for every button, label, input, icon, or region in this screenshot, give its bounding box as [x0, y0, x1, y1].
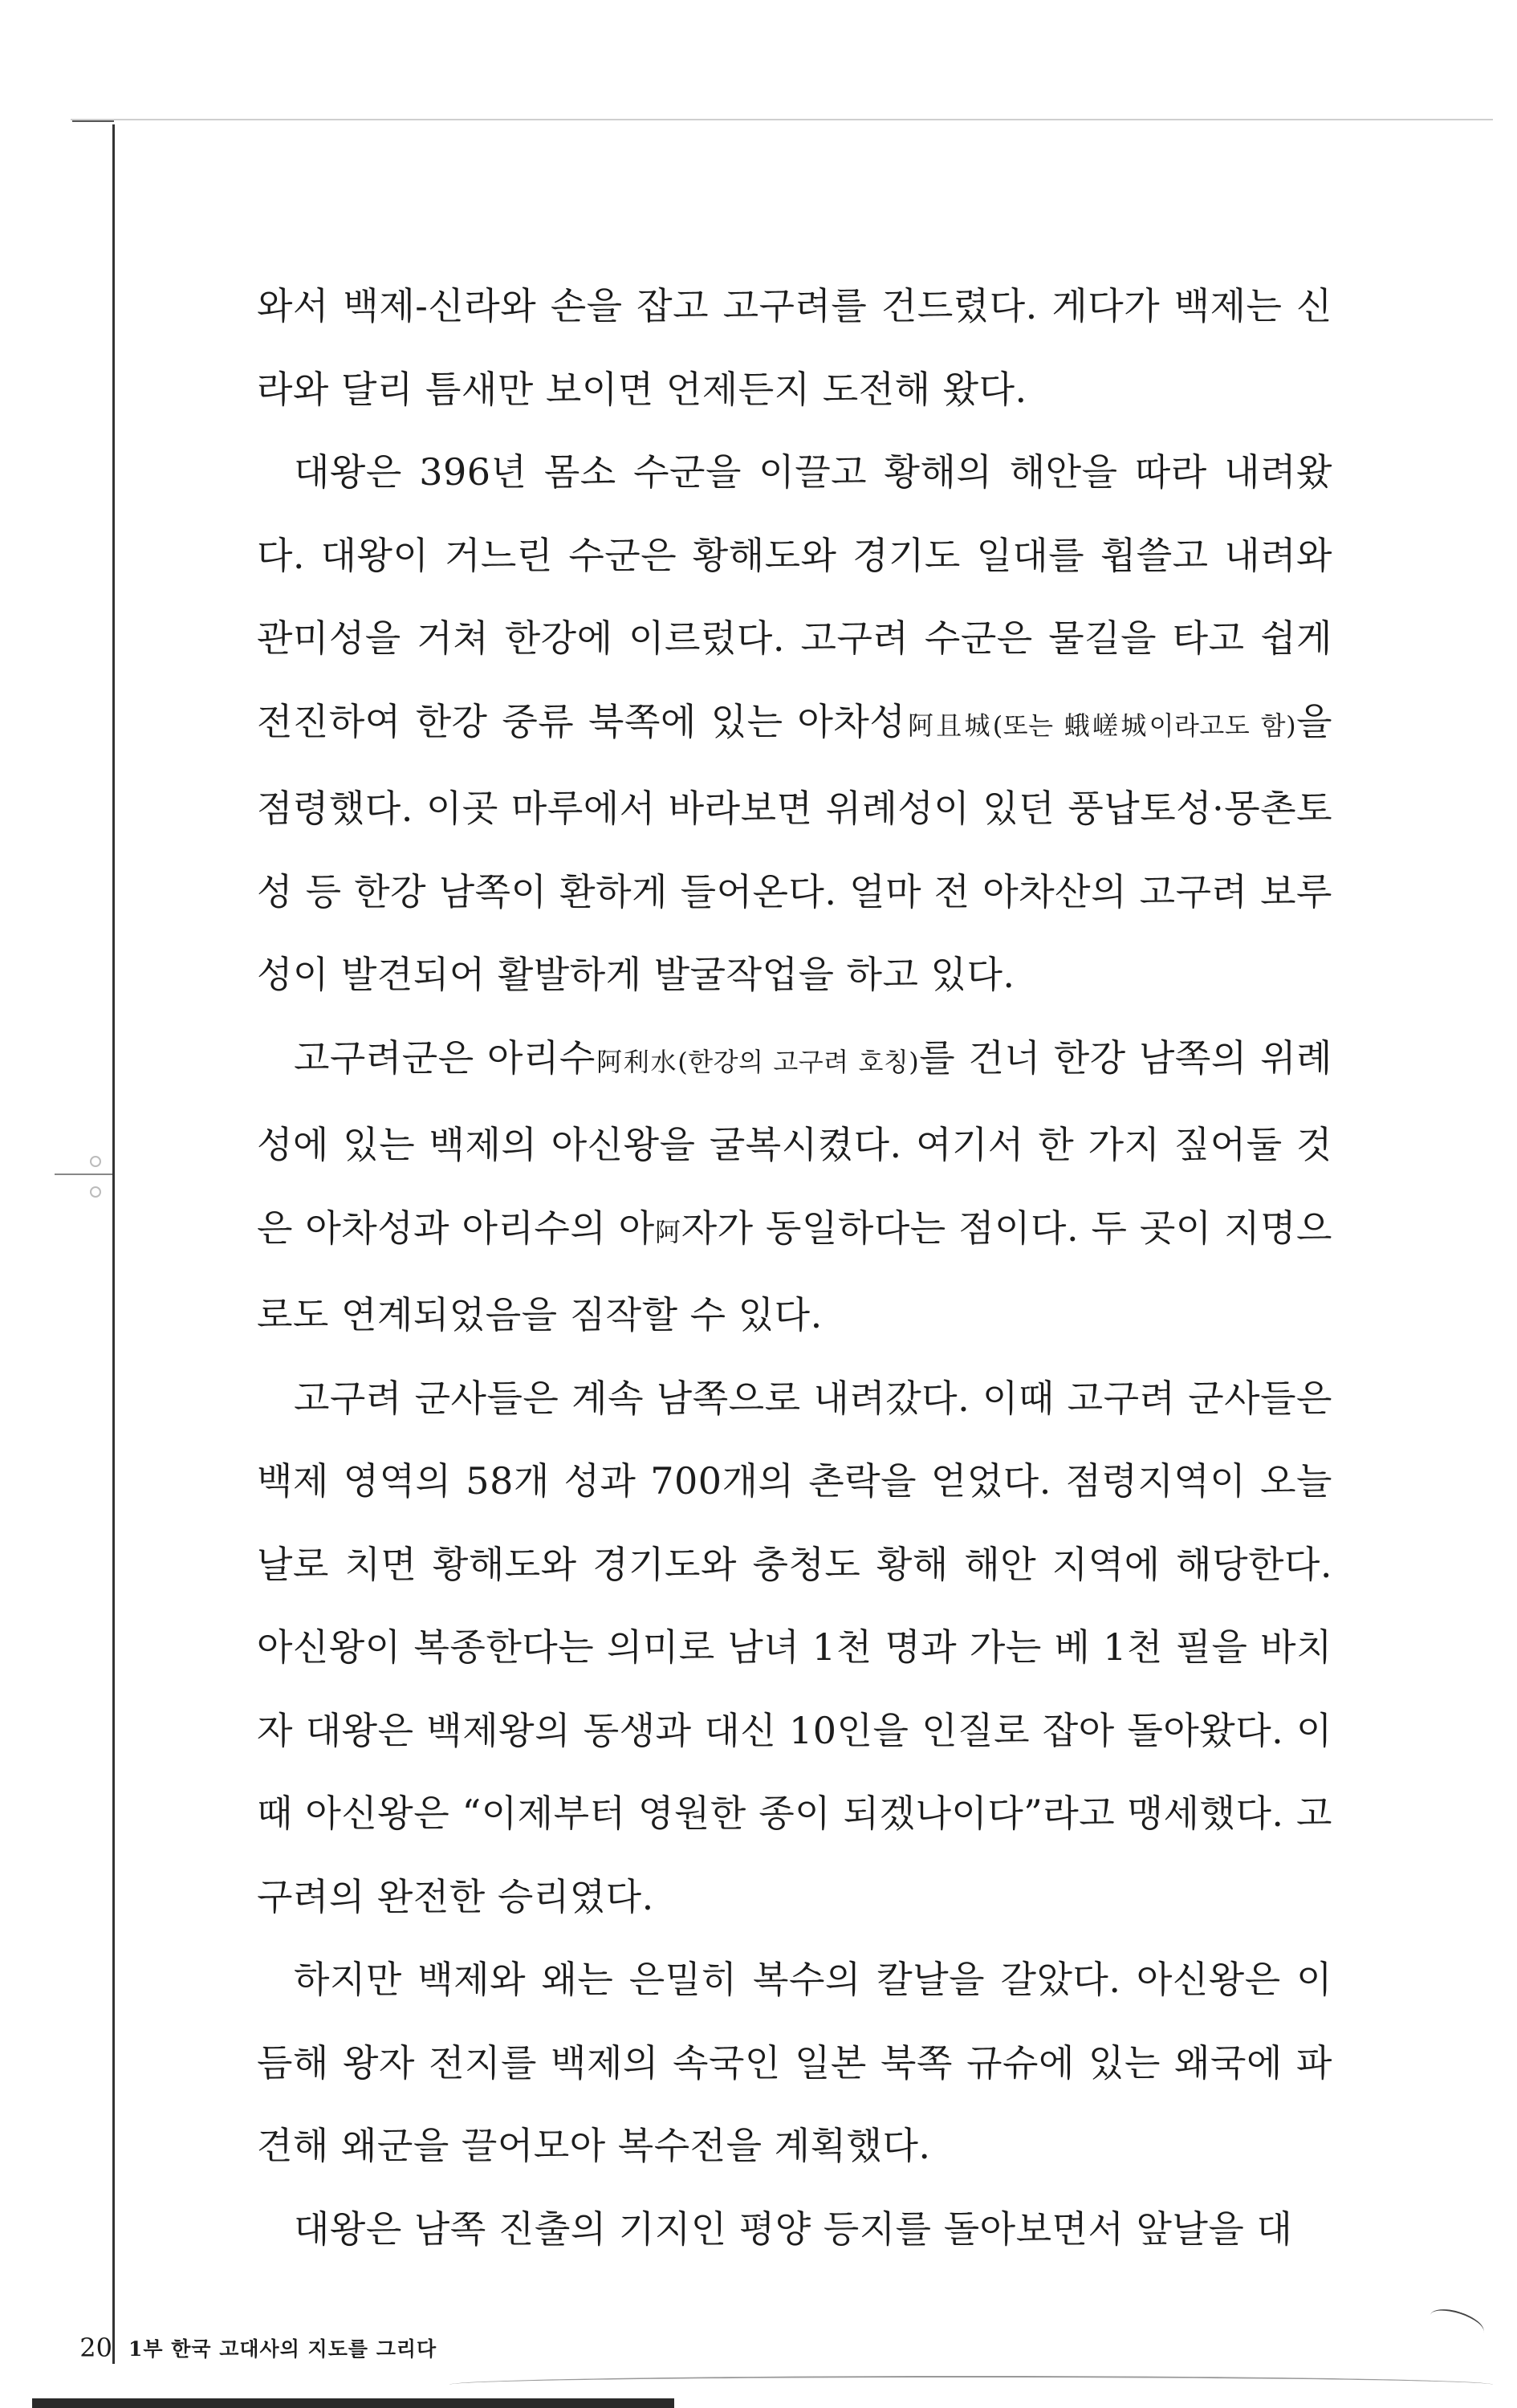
paragraph-5: 하지만 백제와 왜는 은밀히 복수의 칼날을 갈았다. 아신왕은 이듬해 왕자 전지를 백제의 속국인 일본 북쪽 규슈에 있는 왜국에 파견해 왜군을 끌어모아 복수전을 계획했다. — [257, 1958, 1332, 2167]
paragraph-4: 고구려 군사들은 계속 남쪽으로 내려갔다. 이때 고구려 군사들은 백제 영역의 58개 성과 700개의 촌락을 얻었다. 점령지역이 오늘날로 치면 황해도와 경기도와 충청도 황해 해안 지역에 해당한다. 아신왕이 복종한다는 의미로 남녀 1천 명과 가는 베 1천 필을 바치자 대왕은 백제왕의 동생과 대신 10인을 인질로 잡아 돌아왔다. 이때 아신왕은 “이제부터 영원한 종이 되겠나이다”라고 맹세했다. 고구려의 완전한 승리였다. — [257, 1376, 1332, 1918]
binding-dot-icon — [90, 1186, 101, 1198]
paragraph-3 — [257, 1017, 1332, 1357]
page-curl-mark — [1426, 2304, 1487, 2344]
paragraph-2-note: 阿且城(또는 蛾嵯城이라고도 함) — [905, 710, 1297, 741]
paragraph-3-text-mid: 를 건너 한강 남쪽의 위례성에 있는 백제의 아신왕을 굴복시켰다. 여기서 한 가지 짚어둘 것은 아차성과 아리수의 아 — [257, 1035, 1332, 1250]
binding-mark-line — [55, 1173, 112, 1175]
page-bottom-curve — [449, 2376, 1493, 2394]
page-number: 20 — [79, 2333, 112, 2363]
paragraph-2-text-rest: 을 점령했다. 이곳 마루에서 바라보면 위례성이 있던 풍납토성·몽촌토성 등 한강 남쪽이 환하게 들어온다. 얼마 전 아차산의 고구려 보루성이 발견되어 활발하게 발굴작업을 하고 있다. — [257, 699, 1332, 996]
paragraph-2-text: 대왕은 396년 몸소 수군을 이끌고 황해의 해안을 따라 내려왔다. 대왕이 거느린 수군은 황해도와 경기도 일대를 휩쓸고 내려와 관미성을 거쳐 한강에 이르렀다. 고구려 수군은 물길을 타고 쉽게 전진하여 한강 중류 북쪽에 있는 아차성 — [257, 450, 1332, 743]
running-head: 1부 한국 고대사의 지도를 그리다 — [128, 2337, 437, 2361]
page-bottom-shadow — [32, 2398, 674, 2408]
page-frame-top-edge — [71, 119, 1493, 120]
margin-rule-top-stub — [72, 120, 114, 122]
paragraph-6: 대왕은 남쪽 진출의 기지인 평양 등지를 돌아보면서 앞날을 대 — [294, 2207, 1293, 2251]
paragraph-3-text: 고구려군은 아리수 — [294, 1035, 596, 1080]
binding-dot-icon — [90, 1156, 101, 1167]
paragraph-3-text-rest: 자가 동일하다는 점이다. 두 곳이 지명으로도 연계되었음을 짐작할 수 있다. — [257, 1206, 1332, 1336]
paragraph-2 — [257, 431, 1332, 1017]
margin-rule-left — [112, 124, 115, 2364]
body-text — [257, 265, 1332, 2271]
paragraph-1: 와서 백제-신라와 손을 잡고 고구려를 건드렸다. 게다가 백제는 신라와 달리 틈새만 보이면 언제든지 도전해 왔다. — [257, 284, 1332, 411]
paragraph-3-note: 阿利水(한강의 고구려 호칭) — [595, 1046, 920, 1077]
paragraph-3-note-2: 阿 — [654, 1216, 681, 1247]
page-footer — [77, 2328, 437, 2368]
